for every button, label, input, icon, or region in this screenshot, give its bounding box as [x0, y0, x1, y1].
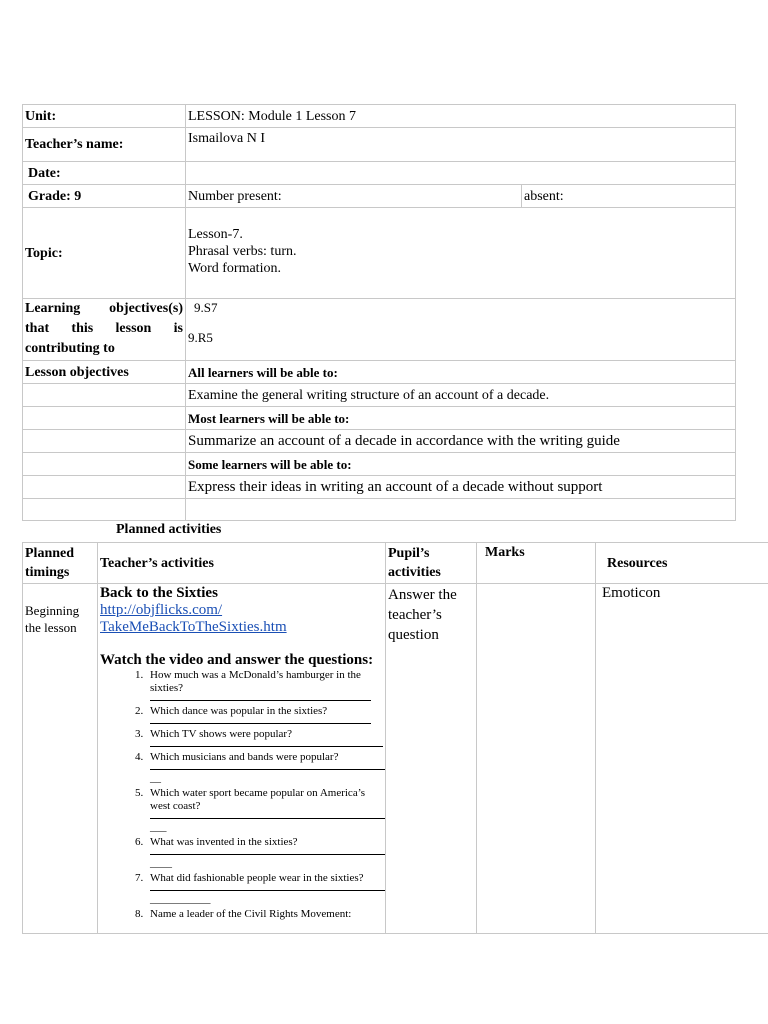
question-text: Name a leader of the Civil Rights Movement:: [150, 908, 352, 920]
some-learners-text: Express their ideas in writing an account of a decade without support: [186, 476, 736, 499]
question-text: Which TV shows were popular?: [150, 728, 292, 740]
question-text: What did fashionable people wear in the sixties?: [150, 872, 364, 884]
answer-tail: ___________: [150, 893, 211, 905]
pupil-line: teacher’s: [388, 607, 442, 623]
learning-objectives-values: [186, 299, 736, 361]
pupil-line: question: [388, 627, 439, 643]
video-link-line: TakeMeBackToTheSixties.htm: [100, 619, 287, 635]
answer-tail: ___: [150, 821, 167, 833]
question-item: [146, 751, 383, 783]
topic-label: Topic:: [23, 208, 186, 299]
video-link[interactable]: [100, 602, 287, 635]
answer-line: [150, 695, 371, 701]
answer-line: [150, 741, 383, 747]
col-header-line: Pupil’s: [388, 546, 430, 561]
question-text: Which water sport became popular on America’s west coast?: [150, 787, 366, 812]
present-label: Number present:: [186, 185, 522, 208]
empty-cell: [23, 453, 186, 476]
lesson-header-table: [22, 104, 736, 521]
unit-value: LESSON: Module 1 Lesson 7: [186, 105, 736, 128]
all-learners-heading: All learners will be able to:: [186, 361, 736, 384]
answer-tail: ____: [150, 857, 172, 869]
question-text: Which musicians and bands were popular?: [150, 751, 339, 763]
empty-cell: [23, 499, 186, 521]
empty-cell: [23, 430, 186, 453]
question-item: [146, 787, 383, 832]
activity-title: Back to the Sixties: [100, 585, 218, 601]
teacher-label: Teacher’s name:: [23, 128, 186, 162]
timing-line: the lesson: [25, 620, 77, 635]
grade-label: Grade: 9: [23, 185, 186, 208]
objective-code: 9.R5: [188, 330, 213, 345]
marks-cell: [477, 584, 596, 934]
planned-activities-table: [22, 542, 768, 934]
most-learners-heading: Most learners will be able to:: [186, 407, 736, 430]
answer-tail: __: [150, 772, 161, 784]
question-item: [146, 908, 383, 921]
video-link-line: http://objflicks.com/: [100, 602, 223, 618]
col-header-line: activities: [388, 565, 441, 580]
question-item: [146, 669, 383, 701]
question-item: [146, 836, 383, 868]
question-list: [100, 669, 383, 921]
timing-line: Beginning: [25, 603, 80, 618]
question-item: [146, 872, 383, 904]
answer-line: [150, 813, 386, 819]
col-resources: Resources: [596, 543, 768, 584]
topic-line: Lesson-7.: [188, 227, 243, 242]
task-instruction: Watch the video and answer the questions:: [100, 652, 374, 668]
answer-line: [150, 764, 386, 770]
date-label: Date:: [23, 162, 186, 185]
date-value: [186, 162, 736, 185]
lo-label-line: that this lesson is: [25, 321, 183, 336]
empty-cell: [23, 384, 186, 407]
pupil-line: Answer the: [388, 587, 457, 603]
col-planned-timings: [23, 543, 98, 584]
teacher-value: Ismailova N I: [186, 128, 736, 162]
empty-cell: [23, 476, 186, 499]
timing-cell: [23, 584, 98, 934]
planned-activities-title: Planned activities: [116, 522, 222, 537]
absent-label: absent:: [522, 185, 736, 208]
lesson-objectives-label: Lesson objectives: [23, 361, 186, 384]
resources-cell: Emoticon: [596, 584, 768, 934]
pupil-activity-cell: [386, 584, 477, 934]
col-header-line: Planned: [25, 546, 75, 561]
question-text: Which dance was popular in the sixties?: [150, 705, 328, 717]
col-header-line: timings: [25, 565, 70, 580]
lo-label-line: contributing to: [25, 341, 115, 356]
teacher-activity-cell: [98, 584, 386, 934]
col-teachers-activities: Teacher’s activities: [98, 543, 386, 584]
lo-label-line: Learning objectives(s): [25, 301, 183, 316]
answer-line: [150, 885, 386, 891]
topic-value: [186, 208, 736, 299]
most-learners-text: Summarize an account of a decade in accordance with the writing guide: [186, 430, 736, 453]
learning-objectives-label: [23, 299, 186, 361]
question-text: How much was a McDonald’s hamburger in the sixties?: [150, 669, 361, 694]
col-marks: Marks: [477, 543, 596, 584]
unit-label: Unit:: [23, 105, 186, 128]
answer-line: [150, 718, 371, 724]
empty-cell: [186, 499, 736, 521]
all-learners-text: Examine the general writing structure of an account of a decade.: [186, 384, 736, 407]
question-item: [146, 728, 383, 747]
empty-cell: [23, 407, 186, 430]
topic-line: Phrasal verbs: turn.: [188, 244, 297, 259]
question-item: [146, 705, 383, 724]
some-learners-heading: Some learners will be able to:: [186, 453, 736, 476]
objective-code: 9.S7: [194, 300, 218, 315]
answer-line: [150, 849, 386, 855]
col-pupils-activities: [386, 543, 477, 584]
question-text: What was invented in the sixties?: [150, 836, 298, 848]
topic-line: Word formation.: [188, 261, 281, 276]
